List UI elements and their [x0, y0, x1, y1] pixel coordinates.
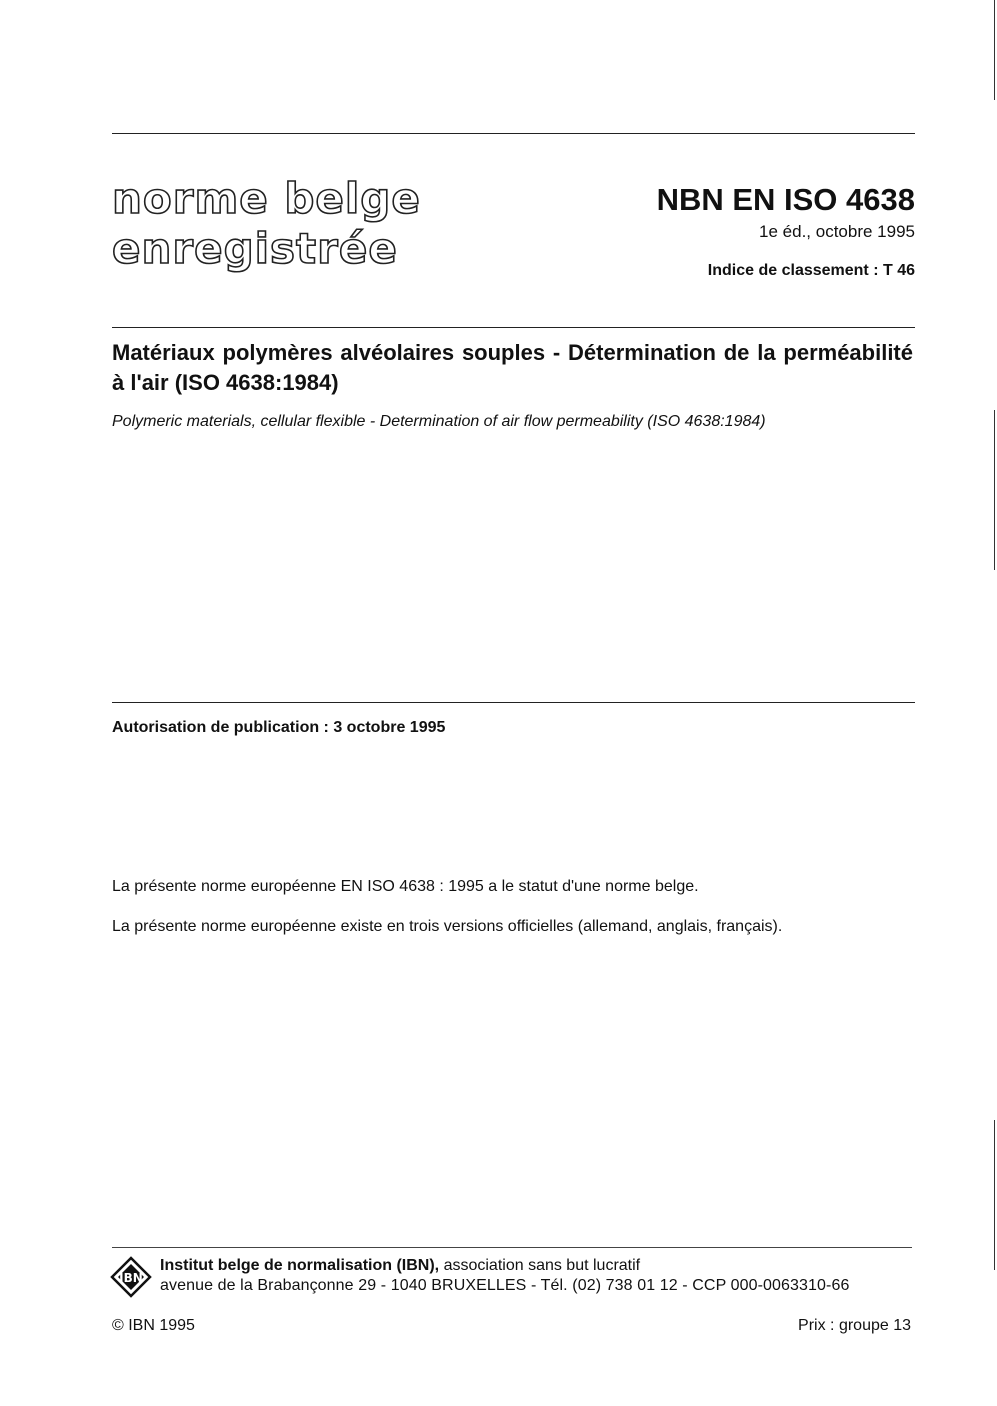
scan-edge-line [994, 0, 995, 100]
scan-edge-line [994, 410, 995, 570]
scan-edge-line [994, 1120, 995, 1270]
title-rule [112, 327, 915, 328]
statement-status: La présente norme européenne EN ISO 4638 : 1995 a le statut d'une norme belge. [112, 878, 699, 895]
statement-versions: La présente norme européenne existe en trois versions officielles (allemand, anglais, français). [112, 918, 783, 935]
top-rule [112, 133, 915, 134]
copyright: © IBN 1995 [112, 1317, 195, 1334]
standard-code: NBN EN ISO 4638 [656, 182, 915, 217]
brand-line-2: enregistrée [112, 224, 398, 273]
institute-address: avenue de la Brabançonne 29 - 1040 BRUXELLES - Tél. (02) 738 01 12 - CCP 000-0063310-66 [160, 1277, 850, 1294]
publication-authorization: Autorisation de publication : 3 octobre 1995 [112, 719, 446, 736]
institute-name: Institut belge de normalisation (IBN), [160, 1257, 440, 1274]
publication-rule [112, 702, 915, 703]
institute-line [160, 1257, 640, 1275]
ibn-logo-icon [110, 1256, 152, 1298]
footer-rule [112, 1247, 912, 1248]
svg-text:IBN: IBN [119, 1271, 143, 1285]
classification-index: Indice de classement : T 46 [707, 262, 915, 279]
french-title: Matériaux polymères alvéolaires souples - Détermination de la perméabilité à l'air (ISO 4638:1984) [112, 340, 913, 395]
english-title: Polymeric materials, cellular flexible - Determination of air flow permeability (ISO 4638:1984) [112, 413, 766, 430]
price-group: Prix : groupe 13 [798, 1317, 911, 1334]
institute-description: association sans but lucratif [439, 1257, 641, 1274]
brand-line-1: norme belge [112, 174, 421, 223]
edition-date: 1e éd., octobre 1995 [759, 222, 915, 241]
